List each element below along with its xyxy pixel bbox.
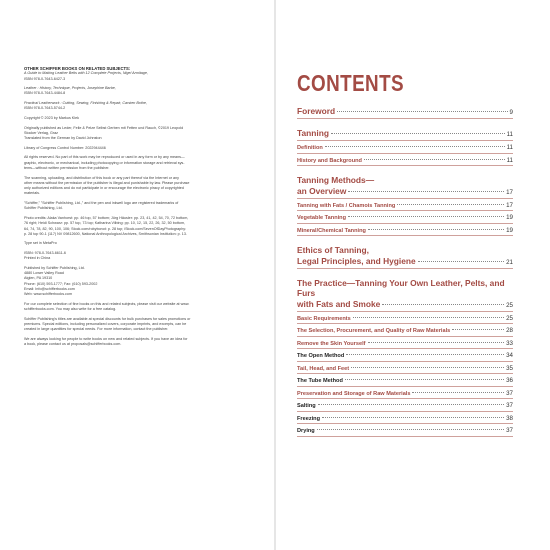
- toc-page-number: 37: [506, 427, 513, 434]
- toc-leader-dots: [452, 329, 504, 330]
- toc-leader-dots: [351, 367, 504, 368]
- toc-divider: [297, 165, 513, 166]
- toc-page-number: 21: [506, 258, 513, 266]
- publisher-address: [24, 266, 256, 298]
- scan-line-2: other means without the permission of the publisher is illegal and punishable by law. Please purchase: [24, 180, 190, 185]
- contents-title: CONTENTS: [297, 70, 405, 96]
- toc-entry-label: Freezing: [297, 415, 321, 422]
- toc-entry-row: [297, 402, 513, 409]
- toc-entry-label: Drying: [297, 428, 315, 434]
- toc-entry-row: [297, 227, 513, 234]
- toc-entry: [297, 352, 513, 362]
- toc-page-number: 19: [506, 226, 513, 234]
- toc-entry-label: The Tube Method: [297, 378, 343, 384]
- toc-entry-label: Salting: [297, 403, 316, 409]
- toc-entry-row: [297, 427, 513, 434]
- toc-leader-dots: [317, 429, 504, 430]
- toc-entry-row: [297, 352, 513, 359]
- imprint-page: [24, 66, 256, 352]
- photo-credits-2: 76 right; Heidi Schwarz: pp. 57 top, 73 top; Katharina Vilbing: pp. 10, 12, 15, 22, 26, 32, 50 bottom,: [24, 221, 186, 226]
- printed-line: Printed in China: [24, 256, 51, 261]
- toc-page-number: 11: [506, 144, 513, 151]
- toc-entry: [297, 402, 513, 412]
- toc-entry-label: Tanning with Fats / Chamois Tanning: [297, 202, 396, 209]
- toc-leader-dots: [325, 146, 505, 147]
- toc-entry-row: [297, 377, 513, 384]
- toc-divider: [297, 336, 513, 337]
- toc-entry-row: [297, 106, 513, 116]
- toc-page-number: 17: [506, 201, 513, 209]
- scan-line-3: only authorized editions and do not participate in or encourage the electronic piracy of copyrighted: [24, 186, 184, 191]
- toc-page-number: 19: [506, 214, 513, 221]
- toc-entry-label: Definition: [297, 145, 323, 151]
- toc-entry-row: [297, 415, 513, 422]
- toc-page-number: 34: [506, 352, 513, 359]
- rights-line-1: All rights reserved. No part of this work may be reproduced or used in any form or by any means—: [24, 155, 185, 160]
- toc-entry-row: [297, 202, 513, 209]
- toc-entry-row: [297, 144, 513, 151]
- authors-line-2: a book, please contact us at proposals@schifferbooks.com.: [24, 342, 122, 347]
- toc-page-number: 37: [506, 389, 513, 397]
- toc-divider: [297, 118, 513, 119]
- related-heading: OTHER SCHIFFER BOOKS ON RELATED SUBJECTS:: [24, 66, 131, 71]
- trademark-line-2: Schiffer Publishing, Ltd.: [24, 206, 63, 211]
- toc-entry-label: The Open Method: [297, 353, 345, 359]
- toc-entry: [297, 278, 513, 312]
- catalog-line-1: For our complete selection of fine books on this and related subjects, please visit our website at www.: [24, 301, 190, 306]
- toc-entry-row: [297, 299, 513, 309]
- toc-page-number: 25: [506, 314, 513, 322]
- authors-line-1: We are always looking for people to write books on new and related subjects. If you have an idea for: [24, 337, 188, 342]
- toc-leader-dots: [412, 392, 504, 393]
- publisher-line: Web: www.schifferbooks.com: [24, 292, 73, 297]
- toc-divider: [297, 235, 513, 236]
- toc-divider: [297, 398, 513, 399]
- toc-entry-row: [297, 157, 513, 164]
- toc-entry: [297, 390, 513, 400]
- toc-entry: [297, 415, 513, 425]
- catalog-line-2: schifferbooks.com. You may also write for a free catalog.: [24, 307, 117, 312]
- toc-page-number: 36: [506, 377, 513, 384]
- toc-entry-label: with Fats and Smoke: [297, 298, 381, 309]
- toc-entry-row: [297, 214, 513, 221]
- related-isbn-2: ISBN 978-0-7643-4484-8: [24, 91, 66, 96]
- photo-credits-1: Photo credits: Alaka Vanhorst: pp. 46 top, 57 bottom; Jürg Häusler: pp. 23, 41, 42, 54, 70, 72 bottom,: [24, 215, 189, 220]
- publisher-line: 4880 Lower Valley Road: [24, 271, 64, 276]
- toc-entry: [297, 377, 513, 387]
- scan-line-1: The scanning, uploading, and distribution of this book or any part thereof via the Internet or any: [24, 175, 179, 180]
- toc-entry-label: Preservation and Storage of Raw Materials: [297, 390, 411, 397]
- toc-leader-dots: [346, 354, 504, 355]
- toc-entry: [297, 157, 513, 167]
- toc-leader-dots: [318, 404, 504, 405]
- toc-entry: [297, 427, 513, 437]
- original-line-3: Translated from the German by David Johnston: [24, 136, 102, 141]
- toc-divider: [297, 411, 513, 412]
- toc-leader-dots: [397, 204, 504, 205]
- toc-divider: [297, 423, 513, 424]
- toc-entry-label: The Selection, Procurement, and Quality of Raw Materials: [297, 328, 451, 334]
- photo-credits-3: 64, 74, 78, 82, 90, 100, 106; Stock.com/robybonot: p. 28 top; iStock.com/SevenOfDayPhotography:: [24, 226, 187, 231]
- publisher-line: Phone: (610) 593-1777; Fax: (610) 593-2002: [24, 281, 98, 286]
- toc-leader-dots: [345, 379, 504, 380]
- toc-leader-dots: [348, 191, 504, 192]
- photo-credits-4: p. 28 top 90-1 (117) NV 09812600, National Anthropological Archives, Smithsonian Institution: p. 13.: [24, 231, 187, 236]
- toc-entry-label: Foreword: [297, 106, 336, 116]
- toc-entry-label: Tanning: [297, 128, 329, 138]
- toc-entry: [297, 175, 513, 199]
- toc-page-number: 37: [506, 402, 513, 409]
- toc-entry-row: [297, 365, 513, 372]
- toc-leader-dots: [418, 261, 504, 262]
- toc-page-number: 11: [506, 156, 513, 164]
- toc-entry-row: [297, 340, 513, 347]
- toc-divider: [297, 153, 513, 154]
- toc-divider: [297, 386, 513, 387]
- table-of-contents: [297, 106, 513, 437]
- toc-entry-label: History and Background: [297, 157, 362, 164]
- special-line-3: created in large quantities for special needs. For more information, contact the publisher.: [24, 327, 169, 332]
- toc-leader-dots: [382, 304, 504, 305]
- toc-divider: [297, 198, 513, 199]
- toc-entry: [297, 327, 513, 337]
- toc-leader-dots: [322, 417, 504, 418]
- toc-entry: [297, 202, 513, 212]
- toc-entry: [297, 365, 513, 375]
- copyright-line: Copyright © 2023 by Markus Klek: [24, 115, 79, 120]
- toc-divider: [297, 268, 513, 269]
- related-isbn-1: ISBN 978-0-7643-6427-3: [24, 76, 66, 81]
- toc-leader-dots: [368, 229, 504, 230]
- toc-leader-dots: [353, 317, 504, 318]
- publisher-line: Email: Info@schifferbooks.com: [24, 287, 75, 292]
- toc-divider: [297, 348, 513, 349]
- toc-entry-label: an Overview: [297, 185, 347, 196]
- toc-divider: [297, 140, 513, 141]
- special-line-1: Schiffer Publishing's titles are available at special discounts for bulk purchases for sales promotions or: [24, 316, 191, 321]
- toc-leader-dots: [348, 216, 504, 217]
- toc-page-number: 25: [506, 301, 513, 309]
- toc-page-number: 11: [506, 131, 513, 138]
- toc-entry: [297, 340, 513, 350]
- toc-entry-row: [297, 186, 513, 196]
- rights-line-3: tems—without written permission from the publisher.: [24, 165, 110, 170]
- original-line-1: Originally published as Leder, Felle & Pelze Selbst Gerben mit Fetten und Rauch, ©2019 Leopold: [24, 125, 184, 130]
- related-title-1: A Guide to Making Leather Belts with 12 Complete Projects, Nigel Armitage,: [24, 71, 148, 76]
- trademark-line-1: "Schiffer," "Schiffer Publishing, Ltd.," and the pen and inkwell logo are registered trademarks of: [24, 201, 179, 206]
- original-line-2: Stocker Verlag, Graz: [24, 130, 59, 135]
- related-title-3: Practical Leatherwork : Cutting, Sewing, Finishing & Repair, Carsten Bothe,: [24, 101, 147, 106]
- toc-entry-label: Legal Principles, and Hygiene: [297, 255, 416, 266]
- toc-leader-dots: [368, 342, 505, 343]
- type-set-line: Type set in MetaPro: [24, 241, 57, 246]
- rights-line-2: graphic, electronic, or mechanical, including photocopying or information storage and retrieval sys-: [24, 160, 185, 165]
- related-isbn-3: ISBN 978-0-7643-5744-2: [24, 106, 66, 111]
- contents-page: [297, 70, 513, 437]
- related-title-2: Leather : History, Technique, Projects, Josephine Barbe,: [24, 86, 116, 91]
- toc-divider: [297, 373, 513, 374]
- toc-entry-label: Remove the Skin Yourself: [297, 340, 366, 347]
- toc-entry-row: [297, 327, 513, 334]
- toc-entry-row: [297, 315, 513, 322]
- toc-entry-lead: Tanning Methods—: [297, 175, 375, 185]
- lccn-line: Library of Congress Control Number: 2022944446: [24, 145, 106, 150]
- toc-entry-row: [297, 390, 513, 397]
- toc-page-number: 38: [506, 414, 513, 422]
- scan-line-4: materials.: [24, 191, 40, 196]
- page-gutter: [274, 0, 276, 550]
- toc-divider: [297, 361, 513, 362]
- toc-entry: [297, 245, 513, 269]
- toc-entry: [297, 315, 513, 325]
- toc-page-number: 17: [506, 188, 513, 196]
- toc-entry-row: [297, 256, 513, 266]
- toc-leader-dots: [337, 111, 507, 112]
- toc-divider: [297, 323, 513, 324]
- toc-page-number: 35: [506, 364, 513, 372]
- toc-entry-label: Mineral/Chemical Tanning: [297, 227, 366, 234]
- publisher-line: Atglen, PA 19310: [24, 276, 53, 281]
- toc-page-number: 28: [506, 327, 513, 334]
- toc-divider: [297, 223, 513, 224]
- toc-entry-label: Tail, Head, and Feet: [297, 365, 350, 372]
- toc-entry-lead: The Practice—Tanning Your Own Leather, Pelts, and Furs: [297, 277, 505, 298]
- toc-divider: [297, 436, 513, 437]
- toc-page-number: 9: [509, 109, 513, 116]
- toc-entry-lead: Ethics of Tanning,: [297, 245, 369, 255]
- toc-entry: [297, 227, 513, 237]
- toc-page-number: 33: [506, 339, 513, 347]
- toc-divider: [297, 210, 513, 211]
- toc-entry-row: [297, 128, 513, 138]
- toc-divider: [297, 311, 513, 312]
- toc-leader-dots: [364, 159, 505, 160]
- publisher-line: Published by Schiffer Publishing, Ltd.: [24, 265, 85, 270]
- isbn-line: ISBN: 978-0-7643-6611-6: [24, 250, 66, 255]
- toc-entry: [297, 144, 513, 154]
- toc-entry: [297, 106, 513, 119]
- toc-leader-dots: [331, 133, 505, 134]
- toc-entry: [297, 128, 513, 141]
- special-line-2: premiums. Special editions, including personalized covers, corporate imprints, and excerpts, can be: [24, 322, 187, 327]
- toc-entry: [297, 214, 513, 224]
- toc-entry-label: Basic Requirements: [297, 315, 351, 322]
- toc-entry-label: Vegetable Tanning: [297, 215, 347, 221]
